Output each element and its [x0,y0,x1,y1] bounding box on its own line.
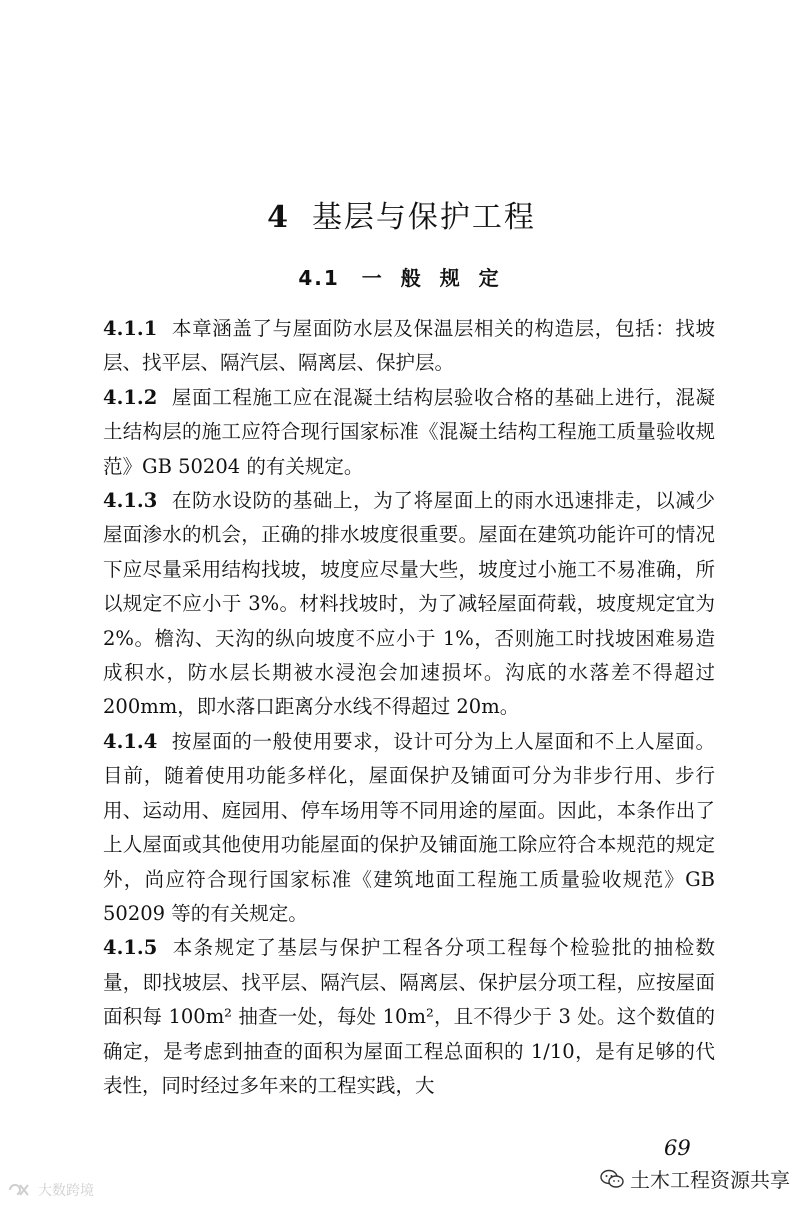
clause-text: 本条规定了基层与保护工程各分项工程每个检验批的抽检数量，即找坡层、找平层、隔汽层、隔离层、保护层分项工程，应按屋面面积每 100m² 抽查一处，每处 10m²，且不得少于 3 处。这个数值的确定，是考虑到抽查的面积为屋面工程总面积的 1/10，是有足够的代表性，同时经过多年来的工程实践，大 [103,936,715,1097]
wechat-icon [600,1169,624,1189]
clause-text: 本章涵盖了与屋面防水层及保温层相关的构造层，包括：找坡层、找平层、隔汽层、隔离层、保护层。 [103,317,715,375]
section-title-text: 一 般 规 定 [361,266,505,290]
watermark-left-text: 大数跨境 [38,1183,94,1199]
clause-number: 4.1.4 [103,729,158,753]
clause-number: 4.1.2 [103,385,158,409]
clause-4-1-5 [103,931,715,1103]
page-number: 69 [664,1136,691,1160]
watermark-wechat [600,1164,790,1193]
section-number: 4.1 [298,266,340,290]
clause-text: 按屋面的一般使用要求，设计可分为上人屋面和不上人屋面。目前，随着使用功能多样化，屋面保护及铺面可分为非步行用、步行用、运动用、庭园用、停车场用等不同用途的屋面。因此，本条作出了上人屋面或其他使用功能屋面的保护及铺面施工除应符合本规范的规定外，尚应符合现行国家标准《建筑地面工程施工质量验收规范》GB 50209 等的有关规定。 [103,729,715,925]
clause-4-1-2 [103,381,715,484]
clause-text: 在防水设防的基础上，为了将屋面上的雨水迅速排走，以减少屋面渗水的机会，正确的排水坡度很重要。屋面在建筑功能许可的情况下应尽量采用结构找坡，坡度应尽量大些，坡度过小施工不易准确，所以规定不应小于 3%。材料找坡时，为了减轻屋面荷载，坡度规定宜为 2%。檐沟、天沟的纵向坡度不应小于 1%，否则施工时找坡困难易造成积水，防水层长期被水浸泡会加速损坏。沟底的水落差不得超过 200mm，即水落口距离分水线不得超过 20m。 [103,489,715,719]
clause-text: 屋面工程施工应在混凝土结构层验收合格的基础上进行，混凝土结构层的施工应符合现行国家标准《混凝土结构工程施工质量验收规范》GB 50204 的有关规定。 [103,385,715,478]
watermark-right-text: 土木工程资源共享 [630,1168,790,1192]
clause-4-1-1 [103,312,715,381]
chapter-title-text: 基层与保护工程 [311,200,536,235]
chapter-title [0,192,803,236]
chapter-number: 4 [267,200,290,235]
clause-number: 4.1.3 [103,489,158,513]
section-title [0,262,803,291]
watermark-corner [6,1180,94,1200]
clause-number: 4.1.5 [103,936,158,960]
clause-4-1-4 [103,725,715,931]
clause-number: 4.1.1 [103,317,158,340]
body-text [103,312,715,1103]
cross-border-logo-icon [6,1181,34,1199]
clause-4-1-3 [103,484,715,725]
